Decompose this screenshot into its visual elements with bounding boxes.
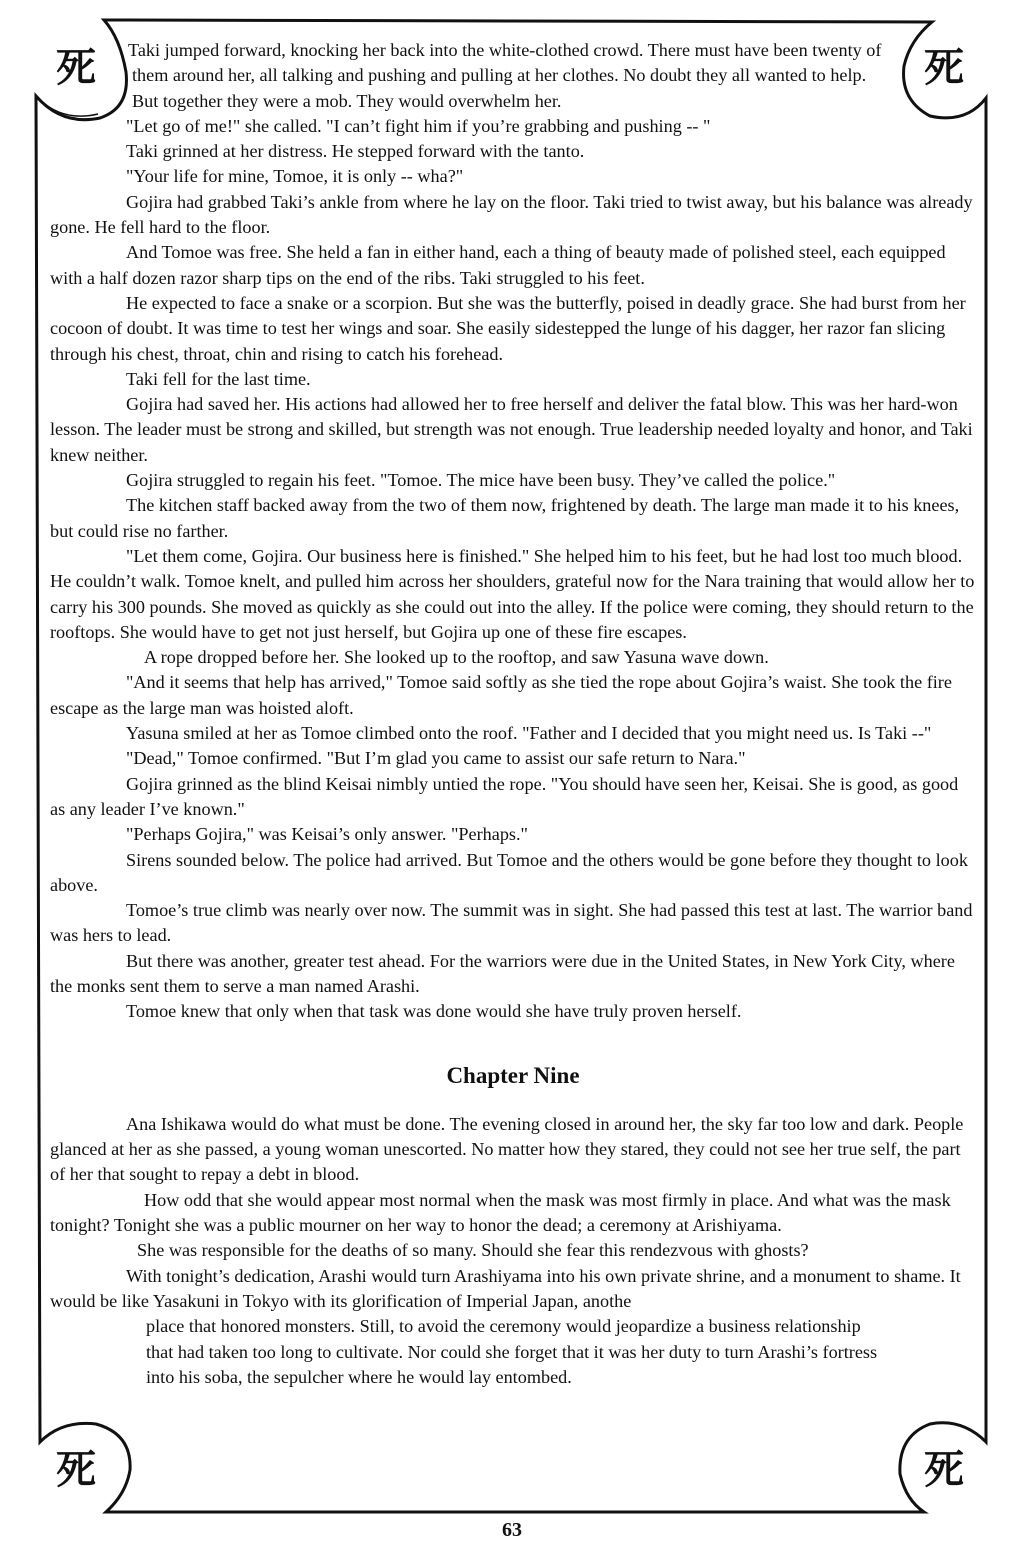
paragraph: "Let go of me!" she called. "I can’t fight him if you’re grabbing and pushing -- "	[126, 115, 711, 136]
shi-kanji-icon: 死	[924, 44, 964, 91]
shi-kanji-icon: 死	[56, 44, 96, 91]
paragraph: Yasuna smiled at her as Tomoe climbed onto the roof. "Father and I decided that you might need us. Is Taki --"	[126, 723, 932, 744]
paragraph: "Your life for mine, Tomoe, it is only -- wha?"	[126, 166, 464, 187]
paragraph: Taki fell for the last time.	[126, 368, 311, 389]
paragraph: But there was another, greater test ahead. For the warriors were due in the United States, in New York City, where the monks sent them to serve a man named Arashi.	[50, 950, 955, 996]
paragraph: She was responsible for the deaths of so many. Should she fear this rendezvous with ghosts?	[137, 1240, 809, 1261]
paragraph: He expected to face a snake or a scorpion. But she was the butterfly, poised in deadly grace. She had burst from her cocoon of doubt. It was time to test her wings and soar. She easily sidestepped the lunge of his dagger, her razor fan slicing through his chest, throat, chin and rising to catch his forehead.	[50, 292, 966, 364]
shi-kanji-icon: 死	[924, 1446, 964, 1493]
shi-kanji-icon: 死	[56, 1446, 96, 1493]
paragraph: Gojira grinned as the blind Keisai nimbly untied the rope. "You should have seen her, Keisai. She is good, as good as any leader I’ve known."	[50, 773, 959, 819]
paragraph: How odd that she would appear most normal when the mask was most firmly in place. And what was the mask tonight? Tonight she was a public mourner on her way to honor the dead; a ceremony at Arishiyama.	[50, 1189, 951, 1236]
chapter-title: Chapter Nine	[446, 1062, 580, 1088]
paragraph: Gojira had grabbed Taki’s ankle from where he lay on the floor. Taki tried to twist away, but his balance was already gone. He fell hard to the floor.	[50, 191, 973, 238]
paragraph: place that honored monsters. Still, to avoid the ceremony would jeopardize a business relationship that had taken too long to cultivate. Nor could she forget that it was her duty to turn Arashi’s fortress into his soba, the sepulcher where he would lay entombed.	[146, 1316, 878, 1387]
paragraph: Tomoe knew that only when that task was done would she have truly proven herself.	[126, 1001, 742, 1022]
paragraph: Gojira struggled to regain his feet. "Tomoe. The mice have been busy. They’ve called the police."	[126, 470, 836, 491]
paragraph: With tonight’s dedication, Arashi would turn Arashiyama into his own private shrine, and a monument to shame. It would be like Yasakuni in Tokyo with its glorification of Imperial Japan, anothe	[50, 1265, 961, 1311]
paragraph: "And it seems that help has arrived," Tomoe said softly as she tied the rope about Gojira’s waist. She took the fire escape as the large man was hoisted aloft.	[50, 672, 952, 718]
paragraph: A rope dropped before her. She looked up to the rooftop, and saw Yasuna wave down.	[144, 647, 769, 668]
paragraph: Ana Ishikawa would do what must be done. The evening closed in around her, the sky far too low and dark. People glanced at her as she passed, a young woman unescorted. No matter how they stared, they could not see her true self, the part of her that sought to repay a debt in blood.	[50, 1113, 964, 1185]
paragraph: Sirens sounded below. The police had arrived. But Tomoe and the others would be gone before they thought to look above.	[50, 849, 968, 895]
paragraph: Taki grinned at her distress. He stepped forward with the tanto.	[126, 141, 585, 162]
paragraph: The kitchen staff backed away from the two of them now, frightened by death. The large man made it to his knees, but could rise no farther.	[50, 495, 960, 541]
paragraph: Gojira had saved her. His actions had allowed her to free herself and deliver the fatal blow. This was her hard-won lesson. The leader must be strong and skilled, but strength was not enough. True leadership needed loyalty and honor, and Taki knew neither.	[50, 394, 973, 465]
paragraph: Tomoe’s true climb was nearly over now. The summit was in sight. She had passed this test at last. The warrior band was hers to lead.	[50, 900, 973, 946]
paragraph: "Dead," Tomoe confirmed. "But I’m glad you came to assist our safe return to Nara."	[126, 748, 746, 769]
paragraph: "Perhaps Gojira," was Keisai’s only answer. "Perhaps."	[126, 824, 528, 845]
paragraph: "Let them come, Gojira. Our business here is finished." She helped him to his feet, but he had lost too much blood. He couldn’t walk. Tomoe knelt, and pulled him across her shoulders, grateful now for the Nara training that would allow her to carry his 300 pounds. She moved as quickly as she could out into the alley. If the police were coming, they should return to the rooftops. She would have to get not just herself, but Gojira up one of these fire escapes.	[50, 545, 975, 642]
body-text	[50, 38, 976, 1390]
page-number: 63	[502, 1519, 522, 1541]
paragraph: And Tomoe was free. She held a fan in either hand, each a thing of beauty made of polished steel, each equipped with a half dozen razor sharp tips on the end of the ribs. Taki struggled to his feet.	[50, 242, 946, 288]
paragraph: Taki jumped forward, knocking her back into the white-clothed crowd. There must have been twenty of them around her, all talking and pushing and pulling at her clothes. No doubt they all wanted to help. But together they were a mob. They would overwhelm her.	[128, 40, 882, 111]
